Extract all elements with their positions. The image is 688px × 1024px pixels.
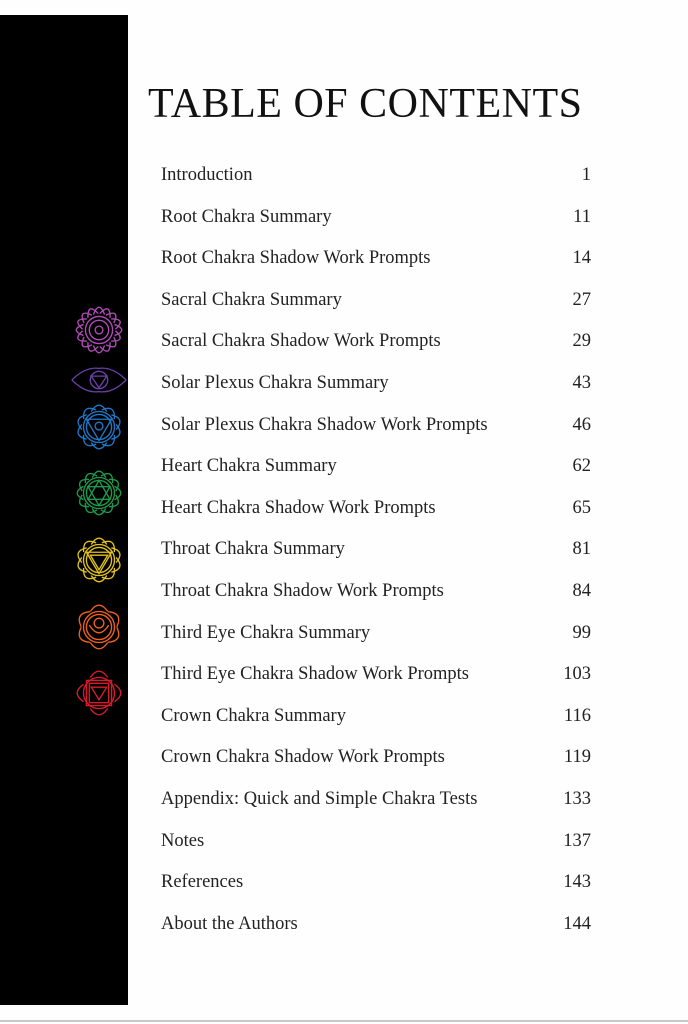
toc-entry[interactable] <box>161 614 593 656</box>
toc-entry-title: Heart Chakra Shadow Work Prompts <box>161 497 436 518</box>
toc-entry-page-number: 144 <box>563 913 591 934</box>
toc-entry-page-number: 1 <box>581 165 591 185</box>
toc-entry-page-number: 133 <box>563 788 591 809</box>
toc-entry-page-number: 81 <box>572 539 591 560</box>
toc-entry[interactable] <box>161 322 593 364</box>
toc-entry-page-number: 137 <box>563 830 591 851</box>
toc-entry-title: Sacral Chakra Summary <box>161 289 342 310</box>
toc-entry-title: Throat Chakra Shadow Work Prompts <box>161 580 444 601</box>
toc-entry-page-number: 46 <box>572 414 591 435</box>
toc-entry-page-number: 14 <box>572 248 591 269</box>
toc-entry-page-number: 84 <box>572 580 591 601</box>
toc-entry-title: Throat Chakra Summary <box>161 539 345 560</box>
toc-entry[interactable] <box>161 822 593 864</box>
toc-entry[interactable] <box>161 364 593 406</box>
toc-entry-page-number: 119 <box>563 747 591 768</box>
table-of-contents <box>161 156 593 946</box>
toc-entry-title: Solar Plexus Chakra Shadow Work Prompts <box>161 414 488 435</box>
toc-entry[interactable] <box>161 780 593 822</box>
throat-chakra-icon <box>68 396 130 458</box>
heart-chakra-icon <box>68 462 130 524</box>
toc-entry-title: Crown Chakra Summary <box>161 705 346 726</box>
toc-entry-title: Crown Chakra Shadow Work Prompts <box>161 747 445 768</box>
toc-entry-page-number: 143 <box>563 872 591 893</box>
toc-entry[interactable] <box>161 572 593 614</box>
toc-entry-page-number: 116 <box>563 705 591 726</box>
root-chakra-icon <box>68 662 130 724</box>
toc-entry-page-number: 99 <box>572 622 591 643</box>
page-bottom-border <box>0 1020 688 1022</box>
toc-entry-title: Root Chakra Shadow Work Prompts <box>161 248 431 269</box>
toc-entry-title: Sacral Chakra Shadow Work Prompts <box>161 331 441 352</box>
toc-entry[interactable] <box>161 198 593 240</box>
toc-entry-title: Appendix: Quick and Simple Chakra Tests <box>161 788 478 809</box>
toc-entry-page-number: 43 <box>572 372 591 393</box>
toc-entry-title: Introduction <box>161 165 253 185</box>
toc-entry-page-number: 29 <box>572 331 591 352</box>
toc-entry-title: Notes <box>161 830 205 851</box>
toc-entry-page-number: 65 <box>572 497 591 518</box>
toc-entry-title: Third Eye Chakra Shadow Work Prompts <box>161 664 470 685</box>
toc-entry-page-number: 103 <box>563 664 591 685</box>
toc-entry[interactable] <box>161 156 593 198</box>
toc-entry-page-number: 11 <box>573 206 591 227</box>
third-eye-chakra-icon <box>68 364 130 396</box>
toc-entry-title: Heart Chakra Summary <box>161 456 337 477</box>
toc-entry-title: References <box>161 872 244 893</box>
toc-entry-title: About the Authors <box>161 913 298 934</box>
toc-entry[interactable] <box>161 863 593 905</box>
toc-entry[interactable] <box>161 738 593 780</box>
toc-entry-title: Root Chakra Summary <box>161 206 332 227</box>
page-title: TABLE OF CONTENTS <box>148 81 583 127</box>
toc-entry[interactable] <box>161 905 593 947</box>
toc-entry[interactable] <box>161 530 593 572</box>
toc-entry[interactable] <box>161 489 593 531</box>
toc-entry-title: Third Eye Chakra Summary <box>161 622 371 643</box>
toc-entry-page-number: 62 <box>572 456 591 477</box>
toc-entry-title: Solar Plexus Chakra Summary <box>161 372 389 393</box>
sacral-chakra-icon <box>68 596 130 658</box>
crown-chakra-icon <box>68 299 130 361</box>
toc-entry[interactable] <box>161 239 593 281</box>
toc-entry[interactable] <box>161 281 593 323</box>
toc-entry[interactable] <box>161 406 593 448</box>
toc-entry[interactable] <box>161 655 593 697</box>
toc-entry[interactable] <box>161 697 593 739</box>
solar-plexus-chakra-icon <box>68 529 130 591</box>
toc-entry-page-number: 27 <box>572 289 591 310</box>
toc-entry[interactable] <box>161 447 593 489</box>
